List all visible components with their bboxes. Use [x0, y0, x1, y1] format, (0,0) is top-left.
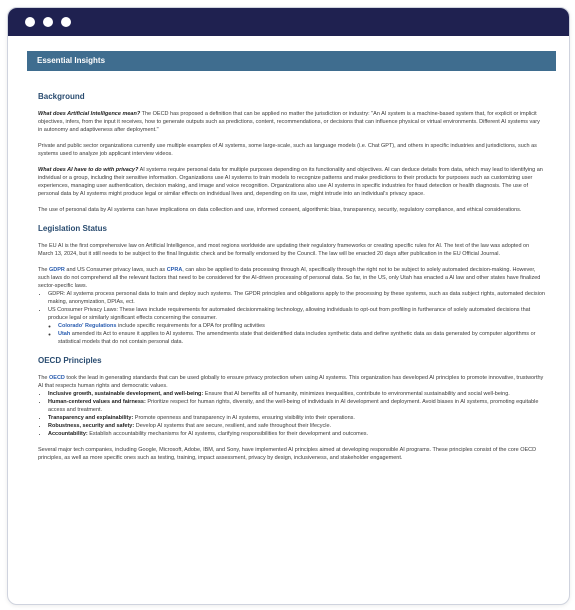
list-item	[48, 398, 545, 414]
paragraph-text: The	[38, 267, 50, 273]
paragraph-text: The	[38, 375, 50, 381]
colorado-regulations-link[interactable]: Colorado' Regulations	[58, 323, 117, 329]
sub-list-item	[58, 322, 545, 330]
list-item	[48, 390, 545, 398]
list-item-text: amended its Act to ensure it applies to AI systems. The amendments state that deidentified data includes synthetic data and define synthetic data as data generated by computer algorithms or statistical models that do not contain personal data.	[58, 331, 536, 345]
principle-text: Establish accountability mechanisms for AI systems, clarifying responsibilities for their development and outcomes.	[87, 431, 369, 437]
list-item	[48, 414, 545, 422]
paragraph-text: took the lead in generating standards that can be used globally to ensure privacy protection when using AI systems. This organization has developed AI principles to promote innovative, trustworthy AI that respects human rights and democratic values.	[38, 375, 544, 389]
background-paragraph	[38, 110, 545, 134]
principle-text: Develop AI systems that are secure, resilient, and safe throughout their lifecycle.	[134, 423, 332, 429]
principle-label: Human-centered values and fairness:	[48, 399, 146, 405]
window-dot-icon[interactable]	[25, 17, 35, 27]
window-dot-icon[interactable]	[43, 17, 53, 27]
list-item-text: include specific requirements for a DPA for profiling activities	[116, 323, 265, 329]
window-dot-icon[interactable]	[61, 17, 71, 27]
question-label: What does AI have to do with privacy?	[38, 167, 139, 173]
sub-list	[48, 322, 545, 346]
oecd-principles-list	[38, 390, 545, 438]
cpra-link[interactable]: CPRA	[166, 267, 183, 273]
list-item-text: US Consumer Privacy Laws: These laws include requirements for automated decisionmaking technology, allowing individuals to opt-out from profiling in furtherance of solely automated decisions that produce legal or similarly significant effects concerning the consumer.	[48, 307, 531, 321]
utah-link[interactable]: Utah	[58, 331, 71, 337]
sub-list-item	[58, 330, 545, 346]
section-banner: Essential Insights	[27, 51, 556, 71]
oecd-heading: OECD Principles	[38, 356, 102, 365]
paragraph-text: AI systems require personal data for multiple purposes depending on its functionality and objectives. AI can deduce details from data, which may lead to identifying an individual or a group, including their sensitive information. Organizations use AI systems to train models to recognize patterns and make predictions to their products for purposes such as customizing user experiences, managing user authentication, decision making, and image and voice recognition. Organizations also use AI systems in specific industries for fraud detection or health diagnosis. The use of personal data by AI systems might produce legal or similar effects on individual lives and, depending on its use, might intrude into an individual's privacy space.	[38, 167, 543, 197]
principle-label: Inclusive growth, sustainable development, and well-being:	[48, 391, 204, 397]
principle-label: Transparency and explainability:	[48, 415, 134, 421]
list-item: • GDPR: AI systems process personal data to train and deploy such systems. The GPDR principles and obligations apply to the processing by these systems, such as data subject rights, automated decision making, anonymization, DPIAs, ect.	[48, 290, 545, 306]
background-heading: Background	[38, 92, 85, 101]
list-item	[48, 430, 545, 438]
principle-label: Robustness, security and safety:	[48, 423, 135, 429]
oecd-link[interactable]: OECD	[49, 375, 65, 381]
gdpr-link[interactable]: GDPR	[49, 267, 65, 273]
principle-label: Accountability:	[48, 431, 88, 437]
principle-text: Ensure that AI benefits all of humanity, minimizes inequalities, contribute to environmental sustainability and social well-being.	[203, 391, 510, 397]
oecd-paragraph: Several major tech companies, including Google, Microsoft, Adobe, IBM, and Sony, have implemented AI principles aimed at developing responsible AI programs. These principles consist of the core OECD principles, as well as more specific ones such as testing, training, impact assessment, privacy by design, inclusiveness, and stakeholder engagement.	[38, 447, 537, 461]
background-paragraph: The use of personal data by AI systems can have implications on data collection and use, informed consent, algorithmic bias, transparency, security, regulatory compliance, and ethical considerations.	[38, 207, 522, 213]
legislation-heading: Legislation Status	[38, 224, 107, 233]
document-body	[27, 92, 556, 462]
list-item	[48, 422, 545, 430]
paragraph-text: and US Consumer privacy laws, such as	[64, 267, 167, 273]
question-label: What does Artificial Intelligence mean?	[38, 111, 141, 117]
principle-text: Promote openness and transparency in AI systems, ensuring visibility into their operations.	[133, 415, 355, 421]
window-titlebar	[8, 8, 569, 36]
paragraph-text: , can also be applied to data processing through AI, specifically through the right not to be subject to solely automated decision-making. However, such laws do not comprehend all the relevant factors that need to be considered for the AI-driven processing of personal data. So far, in the US, only Utah has enacted a AI law and other states have finalized sector-specific laws.	[38, 267, 541, 289]
oecd-paragraph	[38, 374, 545, 390]
document-window	[7, 7, 570, 605]
legislation-list	[38, 290, 545, 346]
document-content	[27, 51, 556, 604]
list-item	[48, 306, 545, 346]
principle-text: Prioritize respect for human rights, diversity, and the well-being of individuals in AI development and deployment. Avoid biases in AI systems, promoting equitable access and treatment.	[48, 399, 539, 413]
paragraph-text: The OECD has proposed a definition that can be applied no matter the jurisdiction or industry: "An AI system is a machine-based system that, for explicit or implicit objectives, infers, from the input it receives, how to generate outputs such as predictions, content, recommendations, or decisions that can influence physical or virtual environments. Different AI systems vary in autonomy and adaptiveness after deployment."	[38, 111, 540, 133]
legislation-paragraph	[38, 266, 545, 290]
background-paragraph	[38, 166, 545, 198]
legislation-paragraph: The EU AI is the first comprehensive law on Artificial Intelligence, and most regions worldwide are updating their regulatory frameworks or creating specific rules for AI. The text of the law was adopted on March 13, 2024, but it still needs to be subject to the final linguistic check and be formally endorsed by the Council. The law will be enacted 20 days after publication in the EU Official Journal.	[38, 243, 530, 257]
background-paragraph: Private and public sector organizations currently use multiple examples of AI systems, some large-scale, such as language models (i.e. Chat GPT), and others in specific industries and jurisdictions, such as systems used to analyze job applicant interview videos.	[38, 143, 537, 157]
